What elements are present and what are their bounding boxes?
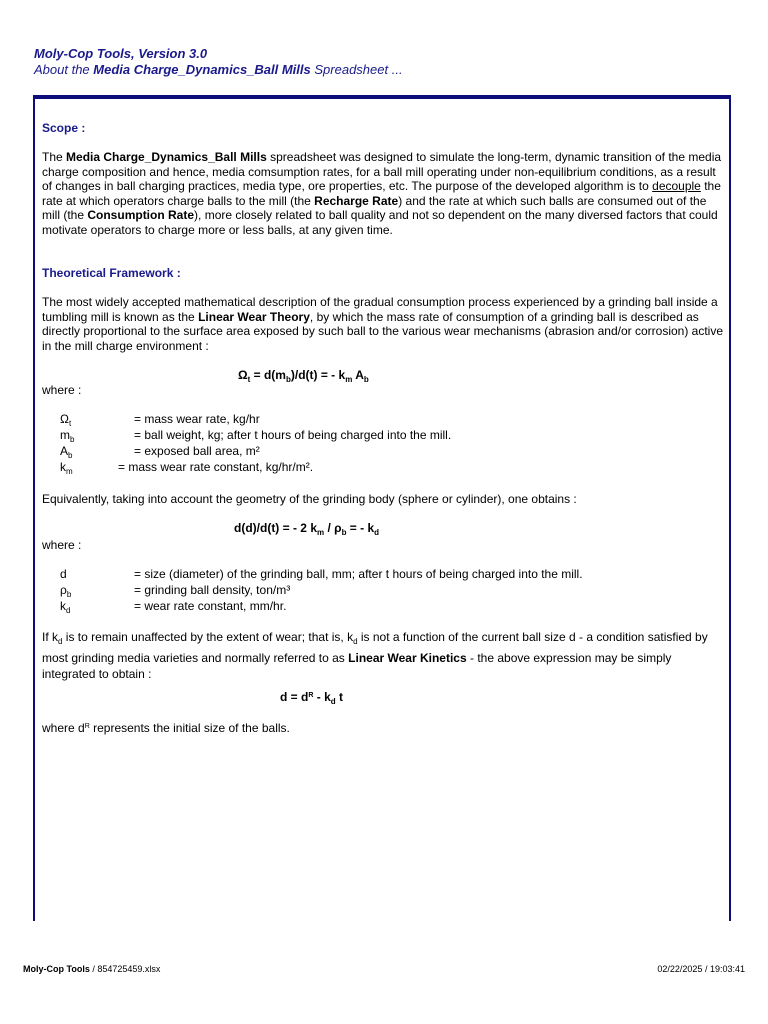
- eq-part: - k: [313, 690, 331, 704]
- symbol-sub: d: [66, 606, 71, 615]
- text-run: - the above expression may be simply integrated to obtain :: [42, 651, 672, 681]
- about-suffix: Spreadsheet ...: [314, 62, 403, 77]
- symbol: k: [60, 599, 66, 613]
- definition-desc: = mass wear rate constant, kg/hr/m².: [118, 460, 314, 474]
- about-prefix: About the: [34, 62, 90, 77]
- definition-desc: = exposed ball area, m²: [134, 444, 260, 458]
- text-sub: d: [58, 637, 63, 646]
- scope-heading: Scope :: [42, 121, 86, 135]
- theory-paragraph-4: [42, 720, 290, 736]
- definition-desc: = ball weight, kg; after t hours of being charged into the mill.: [134, 428, 452, 442]
- recharge-rate-term: Recharge Rate: [314, 193, 399, 208]
- eq-sub: t: [247, 375, 251, 384]
- eq-part: = d(m: [250, 368, 286, 382]
- symbol: m: [60, 428, 70, 442]
- spreadsheet-name: Media Charge_Dynamics_Ball Mills: [66, 150, 267, 164]
- scope-paragraph: [42, 150, 727, 237]
- eq-sub: m: [345, 375, 353, 384]
- footer-time: 19:03:41: [709, 964, 745, 974]
- text-run: The: [42, 150, 63, 164]
- where-label-1: where :: [42, 383, 82, 397]
- text-run: spreadsheet was designed to simulate the long-term, dynamic transition of the media charge composition and hence, media comsumption rates, for a ball mill operating under non-equilibrium conditions, as a result of changes in ball charging practices, media type, ore properties, etc. The purpose of the developed algorithm is to: [42, 150, 722, 193]
- eq-part: / ρ: [324, 521, 342, 535]
- theory-paragraph-2: Equivalently, taking into account the geometry of the grinding body (sphere or cylinder), one obtains :: [42, 492, 577, 506]
- footer-file: / 854725459.xlsx: [89, 964, 161, 974]
- app-title: Moly-Cop Tools, Version 3.0: [34, 46, 208, 61]
- eq-sub: d: [330, 697, 336, 706]
- text-run: ), more closely related to ball quality and not so dependent on the many diversed factors that could motivate operators to charge more or less balls, at any given time.: [42, 208, 718, 237]
- eq-sub: b: [285, 375, 291, 384]
- consumption-rate-term: Consumption Rate: [87, 208, 195, 222]
- footer-brand: Moly-Cop Tools: [23, 964, 90, 974]
- symbol-sub: b: [70, 435, 75, 444]
- eq-part: t: [335, 690, 343, 704]
- text-run: ) and the rate at which such balls are consumed out of the mill (the: [42, 193, 707, 222]
- eq-part: A: [352, 368, 364, 382]
- eq-part: d(d)/d(t) = - 2 k: [234, 521, 317, 535]
- eq-sup: R: [308, 692, 314, 699]
- equation-3: [280, 689, 343, 710]
- text-run: where d: [42, 721, 85, 735]
- text-run: The most widely accepted mathematical description of the gradual consumption process experienced by a grinding ball inside a tumbling mill is known as the: [42, 295, 718, 324]
- eq-sub: d: [374, 528, 380, 537]
- eq-sub: m: [317, 528, 325, 537]
- definition-desc: = size (diameter) of the grinding ball, mm; after t hours of being charged into the mill.: [134, 567, 583, 581]
- footer-right: [657, 964, 745, 974]
- symbol-sub: t: [68, 419, 72, 428]
- definition-desc: = mass wear rate, kg/hr: [134, 412, 260, 426]
- symbol: ρ: [60, 583, 67, 597]
- text-run: If k: [42, 630, 59, 644]
- symbol-sub: b: [68, 451, 73, 460]
- decouple-underlined: decouple: [652, 179, 701, 193]
- symbol-sub: b: [66, 590, 72, 599]
- footer-left: [23, 964, 160, 974]
- linear-wear-theory-term: Linear Wear Theory: [198, 309, 310, 324]
- footer-date: 02/22/2025: [657, 964, 703, 974]
- theory-paragraph-3: [42, 629, 727, 682]
- eq-part: )/d(t) = - k: [290, 368, 346, 382]
- linear-wear-kinetics-term: Linear Wear Kinetics: [348, 651, 467, 665]
- equation-2: [234, 521, 379, 541]
- text-sub: d: [353, 637, 358, 646]
- equation-1: [238, 368, 369, 388]
- symbol: Ω: [60, 412, 69, 426]
- document-header: [34, 46, 403, 78]
- text-run: the rate at which operators charge balls to the mill (the: [42, 179, 721, 208]
- definition-symbol: [60, 599, 70, 619]
- eq-part: d = d: [280, 690, 309, 704]
- symbol: A: [60, 444, 69, 458]
- definition-symbol: [60, 460, 73, 480]
- theory-heading: Theoretical Framework :: [42, 266, 181, 280]
- definition-desc: = grinding ball density, ton/m³: [134, 583, 291, 597]
- eq-part: = - k: [346, 521, 375, 535]
- where-label-2: where :: [42, 538, 82, 552]
- eq-part: Ω: [238, 368, 248, 382]
- eq-sub: b: [363, 375, 369, 384]
- symbol: k: [60, 460, 66, 474]
- text-run: represents the initial size of the balls.: [89, 721, 290, 735]
- symbol-sub: m: [66, 467, 73, 476]
- text-run: is to remain unaffected by the extent of wear; that is, k: [62, 630, 354, 644]
- definition-desc: = wear rate constant, mm/hr.: [134, 599, 287, 613]
- text-run: is not a function of the current ball size d - a condition satisfied by most grinding media varieties and normally referred to as: [42, 630, 708, 665]
- about-name: Media Charge_Dynamics_Ball Mills: [93, 62, 311, 77]
- footer-sep: /: [702, 964, 710, 974]
- eq-sub: b: [341, 528, 347, 537]
- symbol: d: [60, 567, 67, 581]
- text-sup: R: [84, 723, 90, 730]
- theory-paragraph-1: [42, 295, 727, 353]
- about-line: [34, 62, 403, 78]
- text-run: , by which the mass rate of consumption of a grinding ball is described as directly proportional to the surface area exposed by such ball to the various wear mechanisms (abrasion and/or corrosion) active in the mill charge environment :: [42, 309, 724, 353]
